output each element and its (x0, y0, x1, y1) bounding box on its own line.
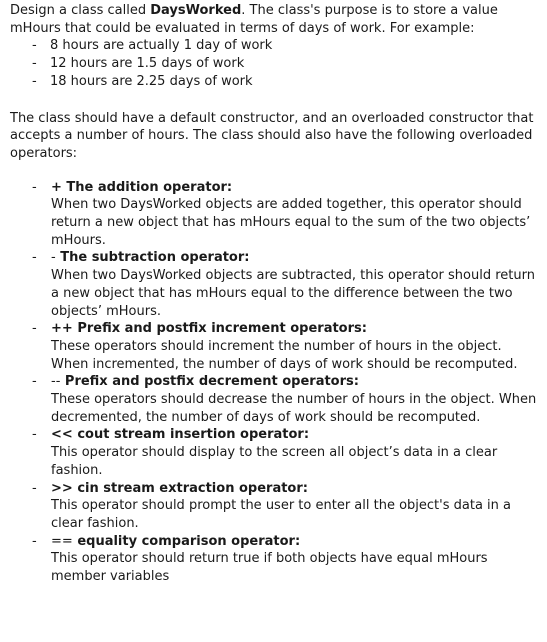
operator-description: This operator should return true if both objects have equal mHours member variables (51, 551, 488, 585)
operator-title (51, 533, 539, 551)
example-item (10, 37, 539, 55)
bullet-dash: - (32, 73, 37, 89)
operator-title (51, 480, 539, 498)
operator-description: These operators should increment the number of hours in the object. When incremented, the number of days of work should be recomputed. (51, 338, 518, 372)
operator-title-text: cout stream insertion operator: (72, 427, 310, 443)
bullet-dash: - (32, 38, 37, 54)
intro-after: . The class's purpose is to store a value mHours that could be evaluated in terms of days of work. For example: (10, 3, 498, 36)
intro-paragraph (10, 2, 539, 37)
operator-title-text: The subtraction operator: (55, 250, 250, 266)
operator-item-stream-insertion (10, 426, 539, 479)
intro-before: Design a class called (10, 3, 151, 18)
operator-item-increment (10, 320, 539, 373)
operator-title (51, 179, 539, 197)
operator-item-addition (10, 179, 539, 250)
operator-symbol: ++ (51, 321, 73, 337)
operator-title (51, 249, 539, 267)
bullet-dash: - (32, 427, 37, 443)
operator-description: This operator should display to the screen all object’s data in a clear fashion. (51, 445, 498, 478)
operator-symbol: >> (51, 480, 73, 496)
bullet-dash: - (32, 250, 37, 266)
operator-item-stream-extraction (10, 480, 539, 533)
operator-symbol: + (51, 179, 62, 195)
operator-symbol: - (51, 250, 56, 266)
examples-list (10, 37, 539, 90)
operator-title-text: cin stream extraction operator: (72, 480, 308, 496)
example-item (10, 55, 539, 73)
bullet-dash: - (32, 533, 37, 549)
class-name: DaysWorked (150, 3, 242, 18)
operator-title-text: Prefix and postfix decrement operators: (60, 374, 359, 390)
operator-symbol: == (51, 533, 73, 549)
bullet-dash: - (32, 374, 37, 390)
example-text: 8 hours are actually 1 day of work (50, 38, 273, 54)
operator-symbol: -- (51, 374, 61, 390)
spacer (10, 91, 539, 110)
constructors-paragraph: The class should have a default constructor, and an overloaded constructor that accepts a number of hours. The class should also have the following overloaded operators: (10, 110, 534, 161)
operator-title (51, 320, 539, 338)
operator-description: These operators should decrease the number of hours in the object. When decremented, the number of days of work should be recomputed. (51, 392, 537, 425)
operator-title-text: Prefix and postfix increment operators: (72, 321, 367, 337)
bullet-dash: - (32, 480, 37, 496)
bullet-dash: - (32, 56, 37, 72)
example-text: 18 hours are 2.25 days of work (50, 73, 253, 89)
operator-description: When two DaysWorked objects are added together, this operator should return a new object that has mHours equal to the sum of the two objects’ mHours. (51, 197, 531, 248)
operator-title-text: equality comparison operator: (72, 533, 301, 549)
operator-title-text: The addition operator: (61, 179, 233, 195)
spacer (10, 163, 539, 179)
example-text: 12 hours are 1.5 days of work (50, 56, 245, 72)
operator-description: This operator should prompt the user to enter all the object's data in a clear fashion. (51, 498, 511, 531)
operator-description: When two DaysWorked objects are subtracted, this operator should return a new object that has mHours equal to the difference between the two objects’ mHours. (51, 268, 535, 319)
operator-item-equality (10, 533, 539, 586)
operators-list (10, 179, 539, 586)
example-item (10, 73, 539, 91)
operator-title (51, 373, 539, 391)
operator-item-decrement (10, 373, 539, 426)
operator-item-subtraction (10, 249, 539, 320)
bullet-dash: - (32, 179, 37, 195)
operator-title (51, 426, 539, 444)
operator-symbol: << (51, 427, 73, 443)
bullet-dash: - (32, 321, 37, 337)
